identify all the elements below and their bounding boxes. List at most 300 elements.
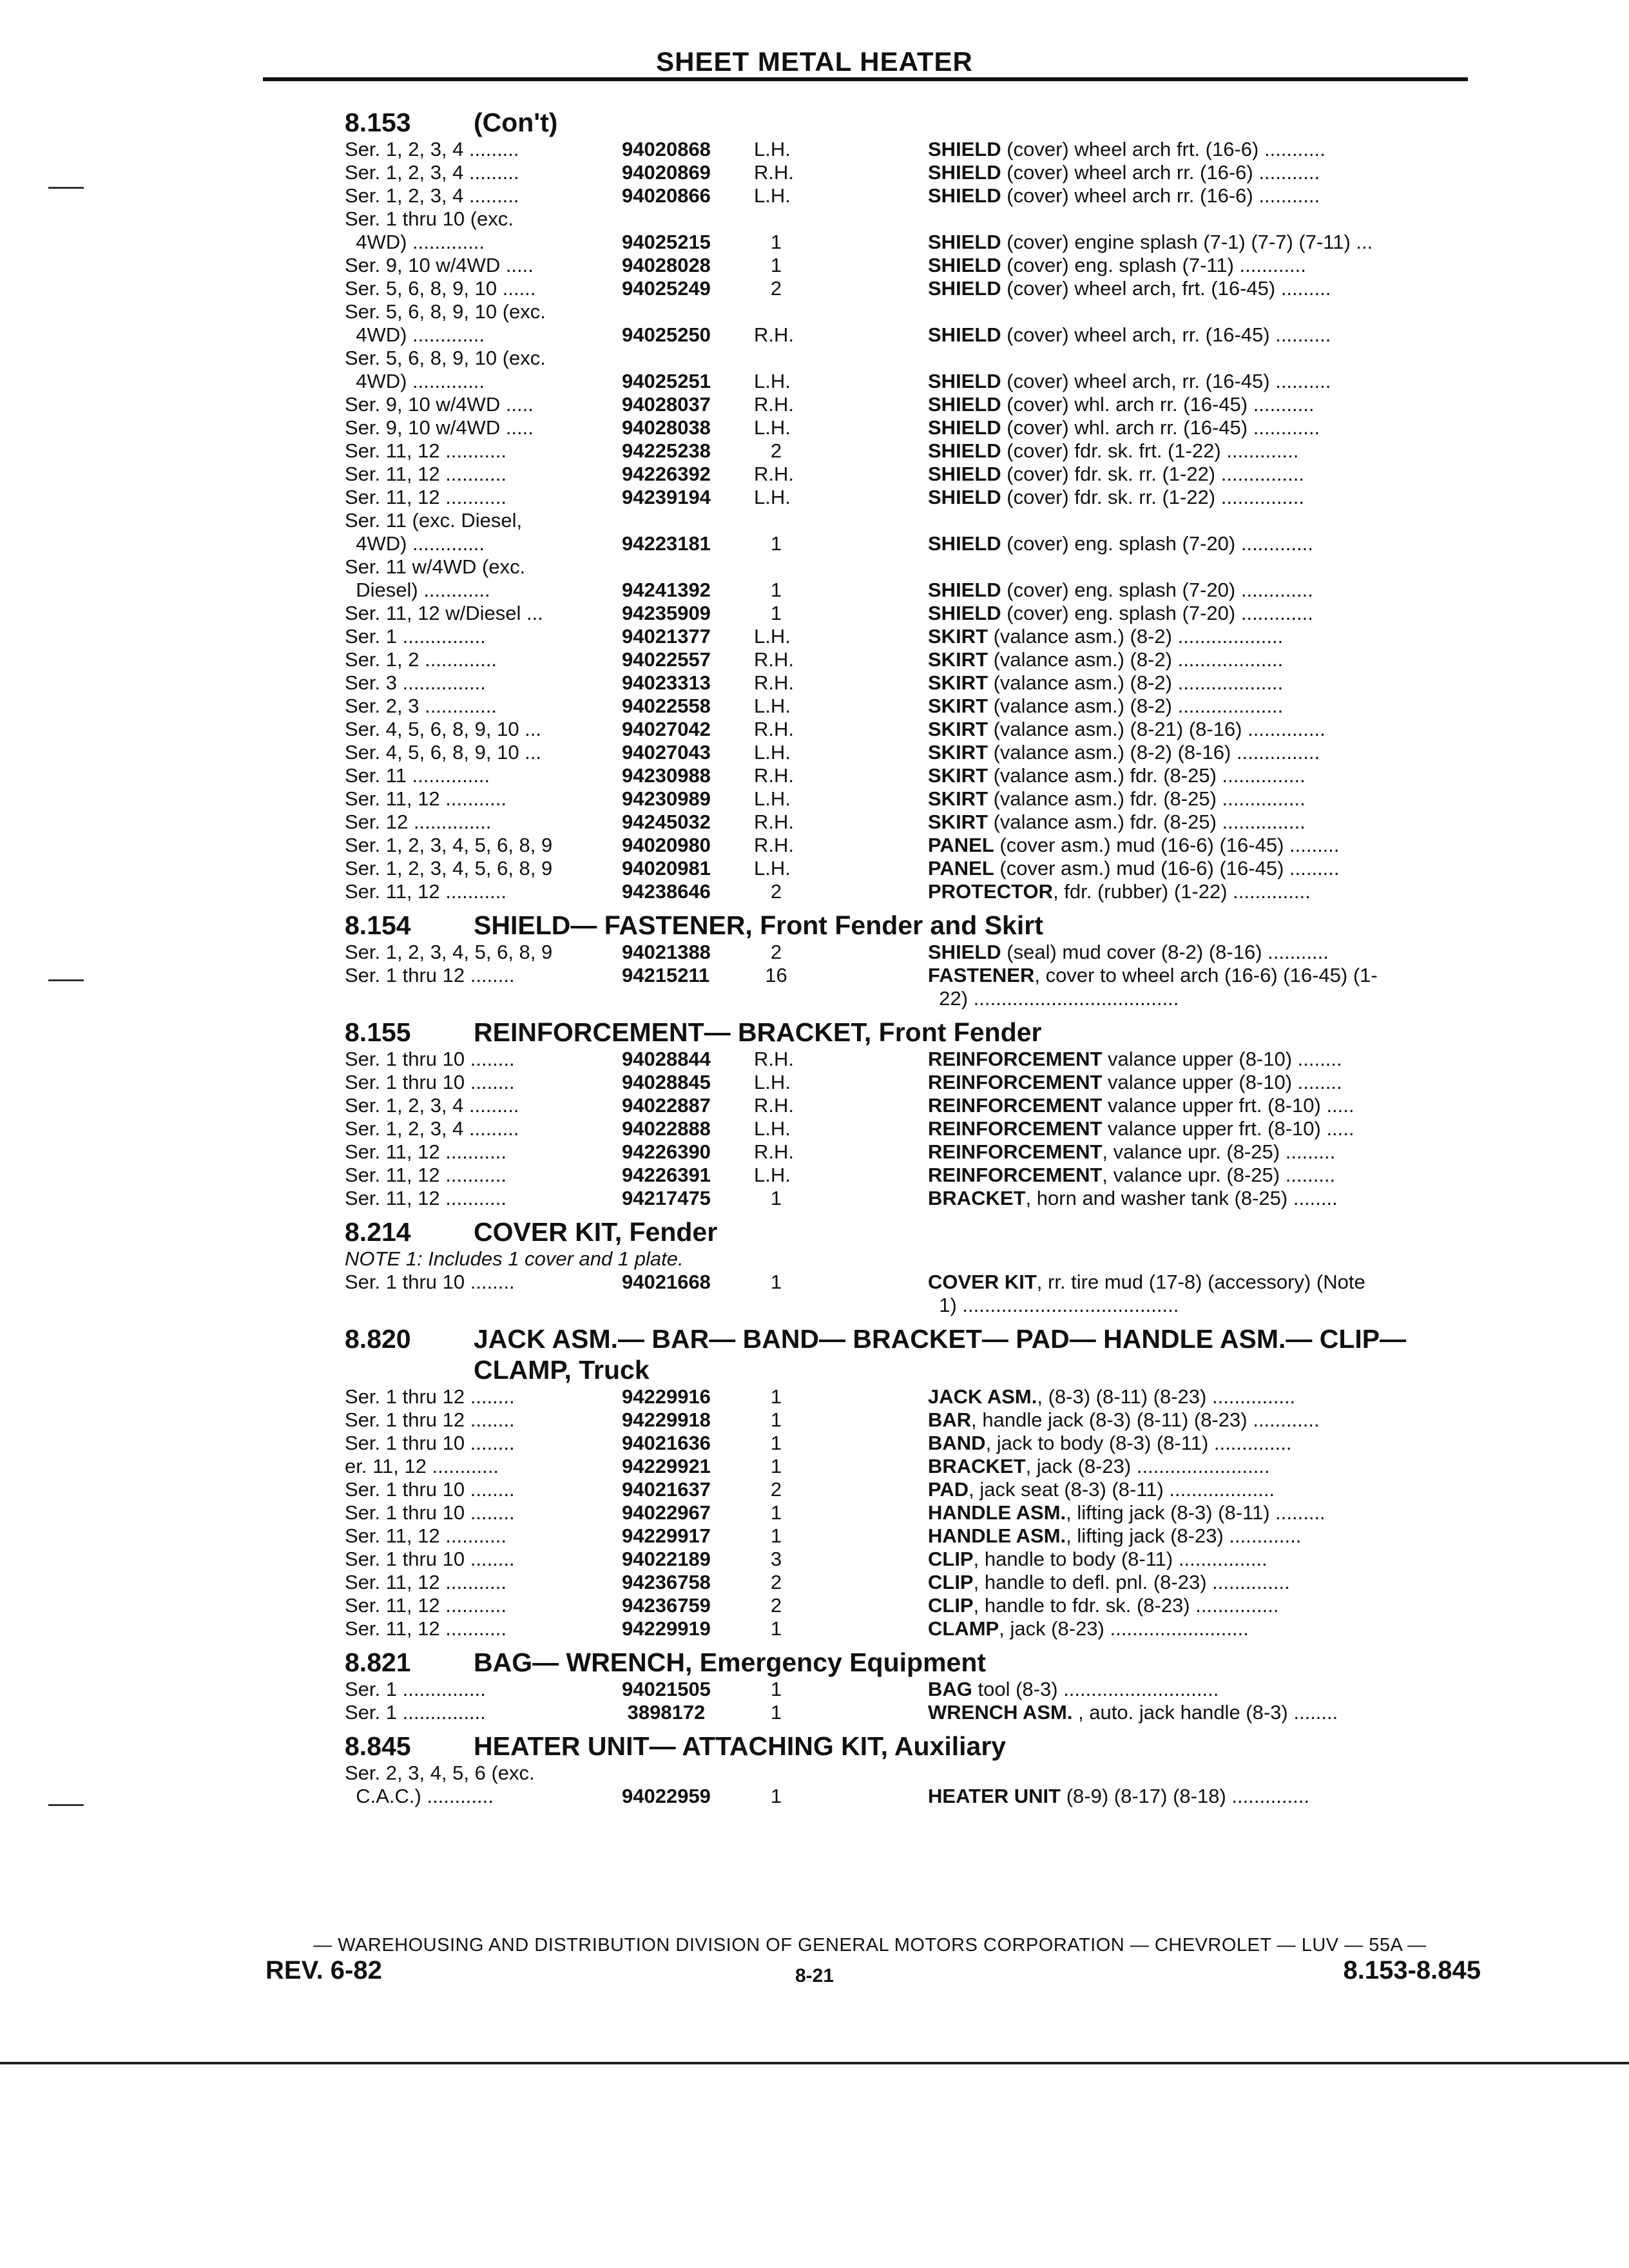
margin-mark [48,1804,84,1806]
description-text: (cover) wheel arch, frt. (16-45) ......... [1001,277,1331,300]
description-keyword: FASTENER [928,964,1035,986]
series-cell: Ser. 9, 10 w/4WD ..... [345,393,534,416]
series-cell: Ser. 4, 5, 6, 8, 9, 10 ... [345,741,542,764]
description-text: , jack (8-23) ......................... [999,1617,1249,1640]
series-line: Ser. 11 (exc. Diesel, [345,509,523,532]
description-keyword: PANEL [928,834,994,856]
series-cell: Ser. 1, 2, 3, 4 ......... [345,161,519,184]
series-cell: Ser. 11, 12 ........... [345,787,506,810]
series-cell: Ser. 1 thru 12 ........ [345,964,515,986]
part-number-cell: 94236759 [622,1594,711,1617]
quantity-cell: 1 [754,1617,782,1640]
quantity-cell: R.H. [754,1048,794,1070]
description-keyword: HEATER UNIT [928,1785,1061,1807]
description-cell [928,184,1472,207]
series-line: Ser. 11 w/4WD (exc. [345,555,526,578]
parts-row [345,184,1472,207]
description-text: (cover) fdr. sk. rr. (1-22) ............... [1001,463,1304,485]
quantity-cell: L.H. [754,787,791,810]
description-text: , jack seat (8-3) (8-11) ................... [969,1478,1275,1501]
parts-row [345,880,1472,903]
parts-row [345,1385,1472,1408]
description-cell [928,370,1472,393]
description-text: (cover) wheel arch rr. (16-6) ........... [1001,184,1320,207]
part-number-cell: 94023313 [622,671,711,694]
description-text: 1) ....................................... [928,1294,1179,1316]
section-8-845 [345,1731,1472,1808]
parts-row [345,486,1472,509]
parts-row [345,1432,1472,1455]
description-keyword: BRACKET [928,1455,1026,1477]
parts-row [345,1701,1472,1724]
description-keyword: CLIP [928,1594,974,1617]
series-cell: Ser. 11, 12 ........... [345,1164,506,1186]
section-note: NOTE 1: Includes 1 cover and 1 plate. [345,1247,684,1270]
series-line: Ser. 2, 3, 4, 5, 6 (exc. [345,1762,535,1784]
description-cell [928,811,1472,834]
part-number-cell: 94226390 [622,1140,711,1163]
series-cell: Ser. 11, 12 w/Diesel ... [345,602,543,624]
series-cell: Ser. 1 thru 10 ........ [345,1432,515,1454]
part-number-cell: 94229918 [622,1408,711,1431]
part-number-cell: 94022557 [622,648,711,671]
series-cell: Ser. 11 .............. [345,764,490,787]
part-number-cell: 94238646 [622,880,711,903]
description-keyword: SHIELD [928,463,1001,485]
part-number-cell: 94021637 [622,1478,711,1501]
description-text: , handle to fdr. sk. (8-23) ............... [973,1594,1279,1617]
quantity-cell: R.H. [754,161,794,184]
parts-row [345,1617,1472,1640]
description-text: (valance asm.) (8-2) ................... [988,625,1284,648]
parts-row [345,1571,1472,1594]
description-cell [928,1117,1472,1140]
quantity-cell: L.H. [754,1117,791,1140]
description-cell [928,964,1472,987]
parts-row [345,1455,1472,1478]
series-cell: Ser. 1 thru 12 ........ [345,1385,515,1408]
description-cell [928,1617,1472,1640]
series-cell: Ser. 1 thru 10 ........ [345,1271,515,1293]
series-cell: Ser. 11, 12 ........... [345,1617,506,1640]
series-cell: Ser. 5, 6, 8, 9, 10 ...... [345,277,536,300]
description-cell [928,393,1472,416]
series-cell: Ser. 2, 3 ............. [345,695,497,717]
description-text: (cover) engine splash (7-1) (7-7) (7-11) ... [1001,231,1373,253]
footer-section-range: 8.153-8.845 [1343,1956,1481,1984]
section-heading [345,910,1472,941]
description-keyword: REINFORCEMENT [928,1140,1103,1163]
part-number-cell: 94022189 [622,1548,711,1570]
quantity-cell: 1 [754,579,782,601]
parts-row [345,964,1472,987]
description-text: , rr. tire mud (17-8) (accessory) (Note [1036,1271,1365,1293]
section-title: SHIELD— FASTENER, Front Fender and Skirt [474,910,1043,940]
description-text: , horn and washer tank (8-25) ........ [1025,1187,1338,1209]
quantity-cell: 1 [754,1187,782,1209]
part-number-cell: 94025215 [622,231,711,253]
description-text: , jack to body (8-3) (8-11) .............. [985,1432,1292,1454]
part-number-cell: 94217475 [622,1187,711,1209]
description-cell [928,579,1472,602]
description-cell [928,764,1472,787]
section-title: JACK ASM.— BAR— BAND— BRACKET— PAD— HANDLE ASM.— CLIP— CLAMP, Truck [474,1324,1407,1385]
description-cell [928,787,1472,811]
parts-row [345,416,1472,439]
description-text: , (8-3) (8-11) (8-23) ............... [1037,1385,1296,1408]
description-cell [928,1678,1472,1701]
section-8-154 [345,910,1472,1010]
parts-row [345,1071,1472,1094]
quantity-cell: L.H. [754,1164,791,1186]
description-keyword: SKIRT [928,625,988,648]
quantity-cell: 1 [754,254,782,276]
description-text: (cover) eng. splash (7-20) ............. [1001,602,1313,624]
section-8-820 [345,1323,1472,1640]
section-number: 8.153 [345,108,411,137]
description-keyword: SHIELD [928,231,1001,253]
part-number-cell: 94236758 [622,1571,711,1593]
description-keyword: SKIRT [928,695,988,717]
description-keyword: SHIELD [928,254,1001,276]
series-cell: C.A.C.) ............ [345,1785,494,1807]
description-text: (seal) mud cover (8-2) (8-16) ........... [1001,941,1329,963]
parts-row [345,393,1472,416]
section-title: BAG— WRENCH, Emergency Equipment [474,1648,987,1677]
parts-row [345,254,1472,277]
parts-row [345,811,1472,834]
part-number-cell: 3898172 [622,1701,706,1724]
quantity-cell: 1 [754,1785,782,1807]
margin-mark [48,187,84,189]
section-heading [345,1017,1472,1048]
quantity-cell: 2 [754,880,782,903]
part-number-cell: 94025249 [622,277,711,300]
description-text: (valance asm.) fdr. (8-25) ............... [988,811,1306,833]
parts-row [345,787,1472,811]
quantity-cell: L.H. [754,184,791,207]
description-cell [928,161,1472,184]
description-keyword: CLIP [928,1571,974,1593]
quantity-cell: 2 [754,277,782,300]
description-cell [928,1294,1472,1317]
series-cell: 4WD) ............. [345,370,485,392]
series-line: Ser. 5, 6, 8, 9, 10 (exc. [345,300,546,323]
part-number-cell: 94021377 [622,625,711,648]
quantity-cell: R.H. [754,764,794,787]
parts-row [345,671,1472,695]
quantity-cell: L.H. [754,1071,791,1093]
part-number-cell: 94226392 [622,463,711,485]
series-line: Ser. 1 thru 10 (exc. [345,207,514,230]
quantity-cell: L.H. [754,695,791,717]
description-text: (cover) fdr. sk. frt. (1-22) ............. [1001,439,1299,462]
series-cell: Ser. 11, 12 ........... [345,1571,506,1593]
quantity-cell: R.H. [754,463,794,485]
series-cell [345,1294,622,1317]
description-cell [928,1524,1472,1548]
description-text: , handle to defl. pnl. (8-23) .............. [973,1571,1290,1593]
description-keyword: CLIP [928,1548,974,1570]
part-number-cell: 94028028 [622,254,711,276]
description-keyword: JACK ASM. [928,1385,1037,1408]
description-cell [928,741,1472,764]
parts-row [345,1187,1472,1210]
section-8-155 [345,1017,1472,1210]
series-cell: Ser. 1 ............... [345,1701,486,1724]
quantity-cell: R.H. [754,1140,794,1163]
description-keyword: SHIELD [928,138,1001,160]
description-keyword: SHIELD [928,323,1001,346]
page-title: SHEET METAL HEATER [656,46,973,77]
description-text: (valance asm.) fdr. (8-25) ............... [988,764,1306,787]
series-cell: Ser. 3 ............... [345,671,486,694]
description-keyword: BAR [928,1408,972,1431]
description-text: (cover) whl. arch rr. (16-45) ............ [1001,416,1320,439]
description-cell [928,1594,1472,1617]
series-cell [345,987,622,1010]
part-number-cell: 94021505 [622,1678,711,1700]
description-text: (cover) whl. arch rr. (16-45) ........... [1001,393,1315,416]
description-text: (cover asm.) mud (16-6) (16-45) ......... [994,834,1340,856]
parts-row [345,695,1472,718]
part-number-cell: 94022888 [622,1117,711,1140]
parts-row [345,323,1472,347]
part-number-cell: 94020868 [622,138,711,160]
parts-row [345,602,1472,625]
quantity-cell: 1 [754,1701,782,1724]
part-number-cell: 94027042 [622,718,711,740]
quantity-cell: 1 [754,1501,782,1524]
description-keyword: REINFORCEMENT [928,1048,1103,1070]
quantity-cell: L.H. [754,486,791,508]
series-cell: Ser. 1 thru 10 ........ [345,1501,515,1524]
parts-row [345,231,1472,254]
series-cell: Ser. 1 thru 10 ........ [345,1478,515,1501]
description-text: , handle jack (8-3) (8-11) (8-23) ............ [971,1408,1320,1431]
bottom-rule [0,2062,1629,2064]
description-text: (cover) wheel arch rr. (16-6) ........... [1001,161,1320,184]
part-number-cell: 94027043 [622,741,711,764]
parts-row [345,648,1472,671]
part-number-cell: 94020981 [622,857,711,879]
parts-list [345,103,1472,1814]
description-cell [928,1455,1472,1478]
description-text: , jack (8-23) ........................ [1025,1455,1270,1477]
parts-row [345,941,1472,964]
section-heading [345,1647,1472,1678]
series-cell: Ser. 1, 2 ............. [345,648,497,671]
description-keyword: PANEL [928,857,994,879]
description-text: valance upper (8-10) ........ [1102,1048,1342,1070]
series-cell: Ser. 12 .............. [345,811,492,833]
series-cell: Ser. 11, 12 ........... [345,1140,506,1163]
part-number-cell: 94241392 [622,579,711,601]
parts-row [345,1140,1472,1164]
parts-row [345,532,1472,555]
description-text: (valance asm.) (8-2) (8-16) ............... [988,741,1320,764]
description-cell [928,1187,1472,1210]
quantity-cell: 3 [754,1548,782,1570]
quantity-cell: L.H. [754,857,791,879]
quantity-cell: R.H. [754,1094,794,1117]
part-number-cell: 94021668 [622,1271,711,1293]
description-text: valance upper (8-10) ........ [1102,1071,1342,1093]
description-cell [928,1478,1472,1501]
quantity-cell: 2 [754,439,782,462]
part-number-cell: 94028845 [622,1071,711,1093]
series-cell: Ser. 9, 10 w/4WD ..... [345,416,534,439]
description-text: , lifting jack (8-23) ............. [1066,1524,1302,1547]
quantity-cell: R.H. [754,718,794,740]
part-number-cell: 94022887 [622,1094,711,1117]
description-keyword: BAND [928,1432,986,1454]
description-keyword: HANDLE ASM. [928,1501,1066,1524]
quantity-cell: 1 [754,1455,782,1477]
description-cell [928,857,1472,880]
part-number-cell: 94225238 [622,439,711,462]
parts-row [345,161,1472,184]
quantity-cell: 1 [754,1408,782,1431]
part-number-cell: 94020866 [622,184,711,207]
description-cell [928,695,1472,718]
part-number-cell: 94245032 [622,811,711,833]
description-cell [928,231,1472,254]
quantity-cell: 1 [754,1524,782,1547]
description-keyword: SKIRT [928,811,988,833]
section-number: 8.214 [345,1217,411,1247]
description-cell [928,1571,1472,1594]
section-8-214 [345,1216,1472,1317]
description-keyword: CLAMP [928,1617,999,1640]
description-text: , cover to wheel arch (16-6) (16-45) (1- [1034,964,1378,986]
description-keyword: SKIRT [928,671,988,694]
description-cell [928,1432,1472,1455]
quantity-cell: 2 [754,1594,782,1617]
description-cell [928,254,1472,277]
quantity-cell: 1 [754,1432,782,1454]
description-cell [928,987,1472,1010]
description-keyword: SHIELD [928,579,1001,601]
description-text: (cover) wheel arch frt. (16-6) ........... [1001,138,1325,160]
series-cell: Ser. 4, 5, 6, 8, 9, 10 ... [345,718,542,740]
quantity-cell: L.H. [754,138,791,160]
quantity-cell: 1 [754,1271,782,1293]
series-cell: 4WD) ............. [345,532,485,555]
description-keyword: REINFORCEMENT [928,1164,1103,1186]
section-number: 8.155 [345,1017,411,1047]
description-text: (cover) fdr. sk. rr. (1-22) ............... [1001,486,1304,508]
description-cell [928,486,1472,509]
parts-row [345,1164,1472,1187]
description-cell [928,1271,1472,1294]
description-text: (cover) wheel arch, rr. (16-45) .......... [1001,323,1331,346]
description-keyword: SKIRT [928,787,988,810]
section-number: 8.820 [345,1324,411,1354]
quantity-cell [754,1294,928,1317]
section-number: 8.821 [345,1648,411,1677]
quantity-cell: 2 [754,1571,782,1593]
series-cell: Diesel) ............ [345,579,490,601]
parts-row [345,277,1472,300]
part-number-cell: 94215211 [622,964,710,986]
description-text: , lifting jack (8-3) (8-11) ......... [1066,1501,1325,1524]
parts-row [345,439,1472,463]
description-cell [928,1408,1472,1432]
parts-row [345,1594,1472,1617]
description-text: , valance upr. (8-25) ......... [1102,1140,1336,1163]
part-number-cell: 94230988 [622,764,711,787]
description-cell [928,1071,1472,1094]
description-cell [928,718,1472,741]
parts-row [345,579,1472,602]
part-number-cell: 94226391 [622,1164,711,1186]
part-number-cell: 94021388 [622,941,711,963]
quantity-cell: 1 [754,532,782,555]
description-cell [928,602,1472,625]
description-cell [928,277,1472,300]
description-text: (valance asm.) (8-21) (8-16) .............. [988,718,1325,740]
section-title: HEATER UNIT— ATTACHING KIT, Auxiliary [474,1731,1007,1761]
description-cell [928,625,1472,648]
description-text: (8-9) (8-17) (8-18) .............. [1061,1785,1309,1807]
part-number-cell: 94021636 [622,1432,711,1454]
description-text: valance upper frt. (8-10) ..... [1102,1094,1354,1117]
description-keyword: REINFORCEMENT [928,1094,1103,1117]
description-cell [928,463,1472,486]
section-heading [345,1323,1472,1385]
quantity-cell: L.H. [754,416,791,439]
part-number-cell: 94022959 [622,1785,711,1807]
parts-row [345,1478,1472,1501]
description-keyword: SHIELD [928,393,1001,416]
parts-row [345,741,1472,764]
description-keyword: SHIELD [928,486,1001,508]
quantity-cell: R.H. [754,671,794,694]
description-cell [928,323,1472,347]
quantity-cell: 1 [754,1678,782,1700]
parts-row [345,1117,1472,1140]
part-number-cell [622,987,754,1010]
quantity-cell: R.H. [754,811,794,833]
part-number-cell: 94239194 [622,486,711,508]
part-number-cell: 94230989 [622,787,711,810]
description-keyword: SHIELD [928,532,1001,555]
description-keyword: SHIELD [928,602,1001,624]
quantity-cell: L.H. [754,625,791,648]
description-cell [928,1385,1472,1408]
description-keyword: SHIELD [928,184,1001,207]
series-cell: Ser. 11, 12 ........... [345,1524,506,1547]
series-cell: Ser. 1, 2, 3, 4 ......... [345,1117,519,1140]
description-text: valance upper frt. (8-10) ..... [1102,1117,1354,1140]
description-keyword: REINFORCEMENT [928,1117,1103,1140]
series-cell: Ser. 1, 2, 3, 4, 5, 6, 8, 9 [345,857,553,879]
quantity-cell: R.H. [754,648,794,671]
series-cell: Ser. 11, 12 ........... [345,463,506,485]
description-cell [928,1701,1472,1724]
description-keyword: SHIELD [928,416,1001,439]
section-title: REINFORCEMENT— BRACKET, Front Fender [474,1017,1042,1047]
description-text: (cover asm.) mud (16-6) (16-45) ......... [994,857,1340,879]
description-text: (cover) wheel arch, rr. (16-45) .......... [1001,370,1331,392]
series-cell: er. 11, 12 ............ [345,1455,499,1477]
header-rule [263,77,1468,81]
description-keyword: SHIELD [928,941,1001,963]
section-heading [345,1216,1472,1247]
parts-row [345,463,1472,486]
part-number-cell: 94235909 [622,602,711,624]
